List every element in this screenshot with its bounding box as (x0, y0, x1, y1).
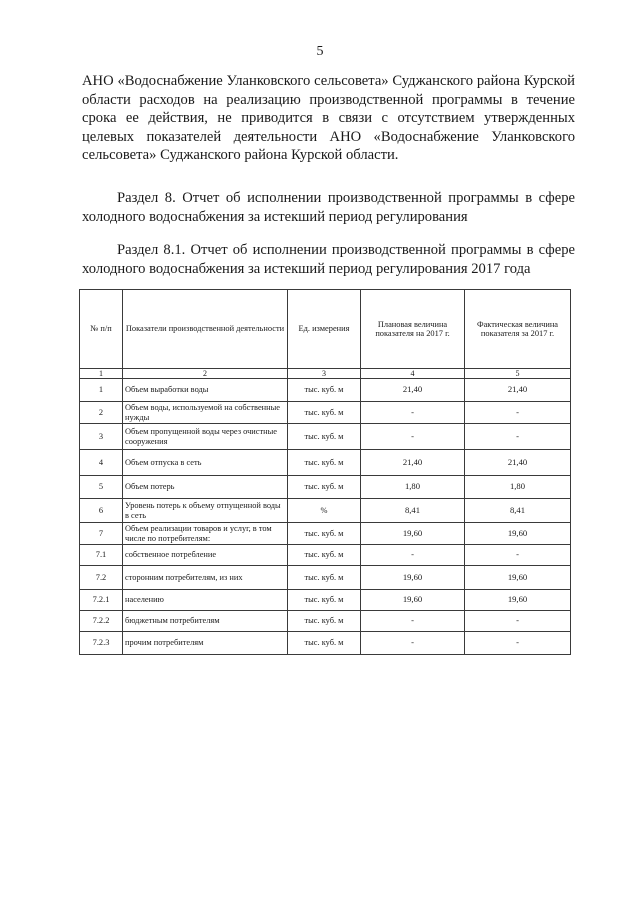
row-fact: - (465, 545, 571, 566)
header-plan: Плановая величина показателя на 2017 г. (361, 290, 465, 369)
row-number: 7 (80, 523, 123, 545)
index-cell: 1 (80, 369, 123, 379)
row-unit: тыс. куб. м (288, 566, 361, 590)
index-cell: 3 (288, 369, 361, 379)
row-indicator: Уровень потерь к объему отпущенной воды в сеть (123, 499, 288, 523)
row-plan: 1,80 (361, 476, 465, 499)
header-fact: Фактическая величина показателя за 2017 г. (465, 290, 571, 369)
row-number: 7.2 (80, 566, 123, 590)
row-fact: - (465, 424, 571, 450)
row-indicator: собственное потребление (123, 545, 288, 566)
row-number: 2 (80, 402, 123, 424)
row-plan: 8,41 (361, 499, 465, 523)
table-row (80, 476, 571, 499)
row-plan: 19,60 (361, 523, 465, 545)
section-8-heading: Раздел 8. Отчет об исполнении производственной программы в сфере холодного водоснабжения за истекший период регулирования (82, 190, 575, 225)
row-indicator: прочим потребителям (123, 632, 288, 655)
row-indicator: Объем пропущенной воды через очистные сооружения (123, 424, 288, 450)
row-number: 1 (80, 379, 123, 402)
row-unit: тыс. куб. м (288, 632, 361, 655)
row-plan: 21,40 (361, 450, 465, 476)
table-header-row (80, 290, 571, 369)
row-plan: - (361, 545, 465, 566)
row-indicator: Объем отпуска в сеть (123, 450, 288, 476)
index-cell: 5 (465, 369, 571, 379)
row-number: 6 (80, 499, 123, 523)
page-number: 5 (316, 44, 324, 59)
row-fact: 21,40 (465, 379, 571, 402)
section-8-1-heading: Раздел 8.1. Отчет об исполнении производственной программы в сфере холодного водоснабжения за истекший период регулирования 2017 года (82, 242, 575, 277)
row-plan: 21,40 (361, 379, 465, 402)
intro-paragraph: АНО «Водоснабжение Уланковского сельсовета» Суджанского района Курской области расходов на реализацию производственной программы в течение срока ее действия, не приводится в связи с отсутствием утвержденных целевых показателей деятельности АНО «Водоснабжение Уланковского сельсовета» Суджанского района Курской области. (82, 73, 575, 164)
row-indicator: населению (123, 590, 288, 611)
index-cell: 4 (361, 369, 465, 379)
row-unit: тыс. куб. м (288, 379, 361, 402)
row-unit: тыс. куб. м (288, 590, 361, 611)
table-row (80, 499, 571, 523)
table-row (80, 611, 571, 632)
row-fact: 19,60 (465, 590, 571, 611)
header-number: № п/п (80, 290, 123, 369)
index-cell: 2 (123, 369, 288, 379)
row-fact: 21,40 (465, 450, 571, 476)
row-indicator: Объем выработки воды (123, 379, 288, 402)
row-plan: - (361, 424, 465, 450)
table-row (80, 590, 571, 611)
row-indicator: сторонним потребителям, из них (123, 566, 288, 590)
row-indicator: Объем потерь (123, 476, 288, 499)
row-number: 7.2.3 (80, 632, 123, 655)
table-row (80, 424, 571, 450)
row-fact: - (465, 611, 571, 632)
row-plan: 19,60 (361, 590, 465, 611)
row-number: 7.2.1 (80, 590, 123, 611)
row-plan: 19,60 (361, 566, 465, 590)
row-number: 7.1 (80, 545, 123, 566)
row-unit: тыс. куб. м (288, 424, 361, 450)
row-fact: 19,60 (465, 566, 571, 590)
table-index-row (80, 369, 571, 379)
row-unit: тыс. куб. м (288, 402, 361, 424)
row-number: 4 (80, 450, 123, 476)
table-row (80, 632, 571, 655)
row-number: 7.2.2 (80, 611, 123, 632)
row-indicator: бюджетным потребителям (123, 611, 288, 632)
row-plan: - (361, 611, 465, 632)
row-unit: тыс. куб. м (288, 476, 361, 499)
table-row (80, 545, 571, 566)
production-report-table (79, 289, 571, 655)
row-number: 5 (80, 476, 123, 499)
row-fact: - (465, 632, 571, 655)
row-unit: тыс. куб. м (288, 523, 361, 545)
row-indicator: Объем воды, используемой на собственные нужды (123, 402, 288, 424)
table-row (80, 523, 571, 545)
row-unit: тыс. куб. м (288, 545, 361, 566)
row-plan: - (361, 632, 465, 655)
row-unit: тыс. куб. м (288, 450, 361, 476)
table-row (80, 402, 571, 424)
row-indicator: Объем реализации товаров и услуг, в том числе по потребителям: (123, 523, 288, 545)
row-unit: тыс. куб. м (288, 611, 361, 632)
row-fact: - (465, 402, 571, 424)
row-fact: 8,41 (465, 499, 571, 523)
row-fact: 1,80 (465, 476, 571, 499)
row-plan: - (361, 402, 465, 424)
row-unit: % (288, 499, 361, 523)
header-indicator: Показатели производственной деятельности (123, 290, 288, 369)
table-row (80, 379, 571, 402)
header-unit: Ед. измерения (288, 290, 361, 369)
row-number: 3 (80, 424, 123, 450)
table-row (80, 566, 571, 590)
row-fact: 19,60 (465, 523, 571, 545)
table-row (80, 450, 571, 476)
